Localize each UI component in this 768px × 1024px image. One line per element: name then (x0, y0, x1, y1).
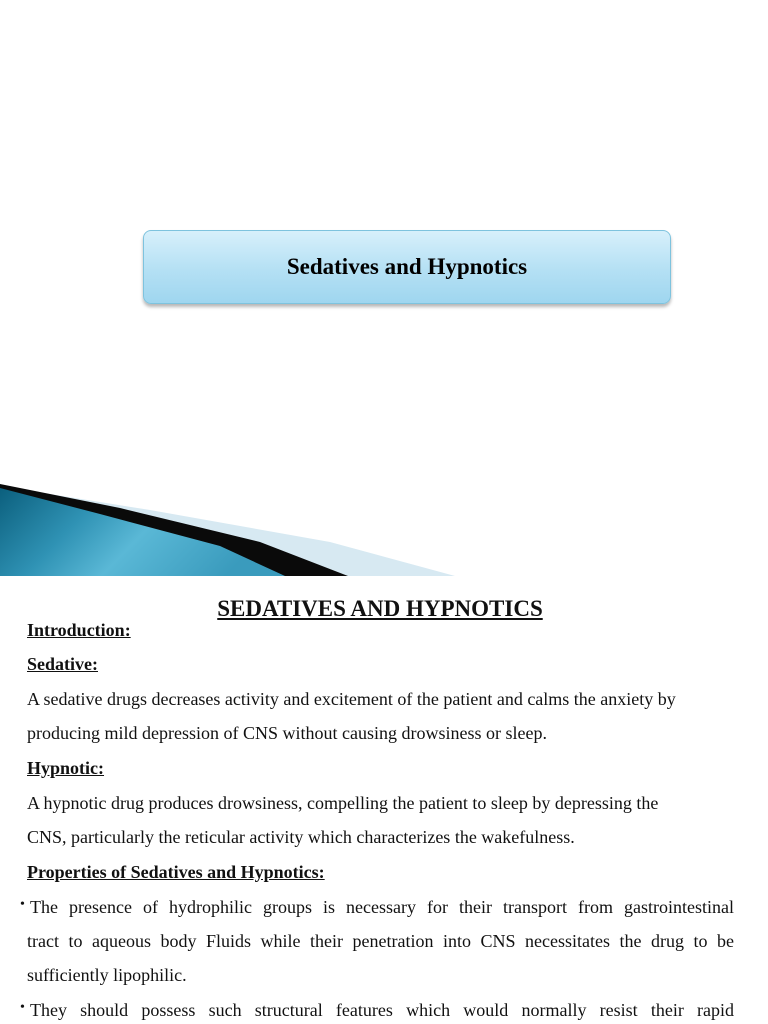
hypnotic-label: Hypnotic: (27, 758, 105, 778)
slide-title: Sedatives and Hypnotics (286, 254, 528, 279)
bullet1-line-2: tract to aqueous body Fluids while their penetration into CNS necessitates the drug to be (27, 931, 734, 951)
document-heading: SEDATIVES AND HYPNOTICS (217, 596, 543, 621)
bullet-marker-2: • (20, 1000, 25, 1015)
sedative-text-line-1: A sedative drugs decreases activity and excitement of the patient and calms the anxiety by (27, 689, 676, 709)
decorative-swoosh (0, 480, 768, 576)
hypnotic-text-line-2: CNS, particularly the reticular activity which characterizes the wakefulness. (27, 827, 575, 847)
bullet1-line-3: sufficiently lipophilic. (27, 965, 187, 985)
hypnotic-text-line-1: A hypnotic drug produces drowsiness, compelling the patient to sleep by depressing the (27, 793, 659, 813)
bullet2-line-1: They should possess such structural features which would normally resist their rapid (30, 1000, 734, 1020)
properties-label: Properties of Sedatives and Hypnotics: (27, 862, 325, 882)
content-slide (0, 576, 768, 1024)
bullet1-line-1: The presence of hydrophilic groups is necessary for their transport from gastrointestinal (30, 897, 734, 917)
sedative-text-line-2: producing mild depression of CNS without causing drowsiness or sleep. (27, 723, 547, 743)
introduction-label: Introduction: (27, 620, 131, 640)
bullet-marker-1: • (20, 897, 25, 912)
sedative-label: Sedative: (27, 654, 98, 674)
title-box (143, 230, 671, 304)
